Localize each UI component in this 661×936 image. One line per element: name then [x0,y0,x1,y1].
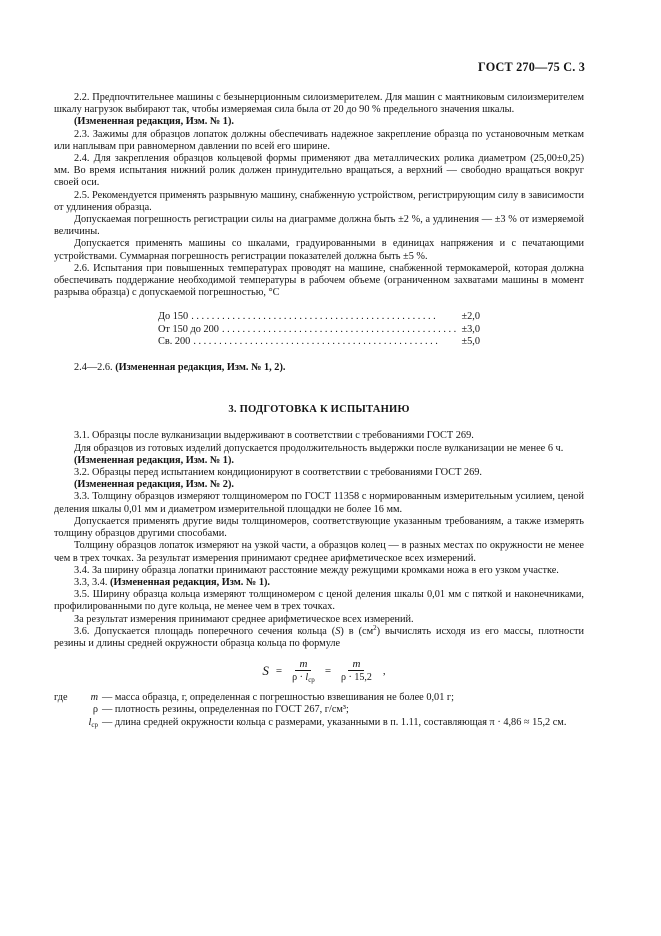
paragraph: Допускается применять машины со шкалами, градуированными в единицах напряжения и с печатающими устройствами. Суммарная погрешность регистрации показателей должна быть ±5 %. [54,238,584,262]
page-header: ГОСТ 270—75 С. 3 [478,60,585,74]
formula-lhs: S [262,663,269,679]
temperature-label: От 150 до 200 [158,323,219,335]
paragraph: Допускается применять другие виды толщиномеров, соответствующие указанным требованиям, а также измерять толщину образцов другими способами. [54,515,584,540]
paragraph: 3.5. Ширину образца кольца измеряют толщиномером с ценой деления шкалы 0,01 мм с пяткой и наконечниками, профилированными по дуге кольца, не менее чем в трех точках. [54,589,584,613]
formula-den-sub: ср [308,676,315,685]
p36-superscript: 2 [373,623,377,632]
paragraph-3-6 [54,623,584,650]
leader-dots [191,311,458,323]
definition-row [54,692,584,704]
amendment-note [54,577,584,589]
paragraph: Допускаемая погрешность регистрации силы на диаграмме должна быть ±2 %, а удлинения — ±3 % от измеряемой величины. [54,214,584,238]
temperature-label: Св. 200 [158,335,191,347]
definition-symbol [74,704,102,716]
definition-where: где [54,692,68,704]
formula-fraction-2 [337,658,376,684]
leader-dots [193,336,458,348]
section-title: 3. ПОДГОТОВКА К ИСПЫТАНИЮ [228,404,410,416]
definition-symbol [74,717,102,729]
paragraph: (Измененная редакция, Изм. № 1). [74,454,234,466]
temperature-tolerance: ±2,0 [461,311,480,323]
definition-symbol-text: l [88,716,92,728]
paragraph: 3.1. Образцы после вулканизации выдерживают в соответствии с требованиями ГОСТ 269. [74,430,474,442]
paragraph: 2.5. Рекомендуется применять разрывную машину, снабженную устройством, регистрирующим силу в зависимости от удлинения образца. [54,189,584,213]
amendment-note [54,362,584,374]
formula-equals: = [275,665,283,678]
temperature-table [158,311,480,348]
paragraph: (Измененная редакция, Изм. № 2). [74,479,234,491]
formula-denominator: ρ · 15,2 [341,672,372,684]
paragraph: 2.4. Для закрепления образцов кольцевой формы применяют два металлических ролика диаметром (25,00±0,25) мм. Во время испытания нижний ролик должен принудительно вращаться, а верхний — свободно вращаться вокруг своей оси. [54,153,584,189]
definition-row [54,717,584,729]
temperature-tolerance: ±3,0 [461,323,480,335]
definition-text: — длина средней окружности кольца с размерами, указанными в п. 1.11, составляющая π · 4,86 ≈ 15,2 см. [102,716,567,728]
p36-text-c: ) вычислять исходя из его массы, плотности резины и длины средней окружности образца кольца по формуле [54,625,584,649]
definition-symbol-text: ρ [92,704,98,716]
temperature-row [158,336,480,348]
paragraph: 2.2. Предпочтительнее машины с безынерционным силоизмерителем. Для машин с маятниковым силоизмерителем шкалу нагрузок выбирают так, чтобы измеряемая сила была от 20 до 90 % предельного значения шкалы. [54,92,584,116]
section-2-paragraphs [54,92,584,299]
section-3-paragraphs [54,430,584,576]
definition-symbol [74,692,102,704]
amendment-note-prefix: 2.4—2.6. [74,362,113,374]
temperature-label: До 150 [158,311,189,323]
temperature-tolerance: ±5,0 [461,335,480,347]
paragraph: 3.3. Толщину образцов измеряют толщиномером по ГОСТ 11358 с нормированным измерительным усилием, ценой деления шкалы 0,01 мм и диаметром измерительной площадки не более 16 мм. [54,491,584,515]
paragraph: Толщину образцов лопаток измеряют на узкой части, а образцов колец — в разных местах по окружности не менее чем в трех точках. За результат измерения принимают среднее арифметическое всех измерений. [54,540,584,564]
definitions-list [54,692,584,729]
paragraph: 2.3. Зажимы для образцов лопаток должны обеспечивать надежное закрепление образца по установочным меткам или наплывам при равномерном давлении по всей его ширине. [54,128,584,152]
formula-den-rho: ρ · [292,672,306,684]
section-3-5-paragraphs [54,589,584,626]
amendment-note-text: (Измененная редакция, Изм. № 1). [110,576,270,588]
paragraph: 3.2. Образцы перед испытанием кондиционируют в соответствии с требованиями ГОСТ 269. [74,467,482,479]
definition-symbol-text: m [90,692,98,704]
document-body [54,92,584,729]
formula-den-l: l [305,672,309,684]
amendment-note-prefix: 3.3, 3.4. [74,576,108,588]
definition-text: — масса образца, г, определенная с погрешностью взвешивания не более 0,01 г; [102,692,454,704]
paragraph: Для образцов из готовых изделий допускается продолжительность выдержки после вулканизации не менее 6 ч. [74,442,564,454]
formula-equals: = [324,665,332,678]
p36-symbol-s: S [335,625,341,637]
area-formula [64,658,584,684]
paragraph: 3.4. За ширину образца лопатки принимают расстояние между режущими кромками ножа в его узком участке. [74,564,559,576]
formula-denominator [288,671,319,684]
paragraph: За результат измерения принимают среднее арифметическое всех измерений. [74,613,414,625]
paragraph: 2.6. Испытания при повышенных температурах проводят на машине, снабженной термокамерой, которая должна обеспечивать поддержание необходимой температуры в рабочем объеме (ограниченном захватами машины в момент разрыва образца) с допускаемой погрешностью, °С [54,262,584,299]
leader-dots [222,324,459,336]
definition-text: — плотность резины, определенная по ГОСТ 267, г/см³; [102,704,349,716]
definition-symbol-sub: ср [91,720,98,729]
p36-text-a: 3.6. Допускается площадь поперечного сечения кольца ( [74,625,336,637]
formula-tail: , [382,665,386,678]
paragraph: (Измененная редакция, Изм. № 1). [74,116,234,128]
formula-fraction-1 [288,658,319,684]
temperature-row [158,324,480,336]
p36-text-b: ) в (см [340,625,374,637]
amendment-note-text: (Измененная редакция, Изм. № 1, 2). [115,362,286,374]
formula-numerator: m [295,658,311,671]
formula-numerator: m [348,658,364,671]
definition-row [54,704,584,716]
temperature-row [158,311,480,323]
